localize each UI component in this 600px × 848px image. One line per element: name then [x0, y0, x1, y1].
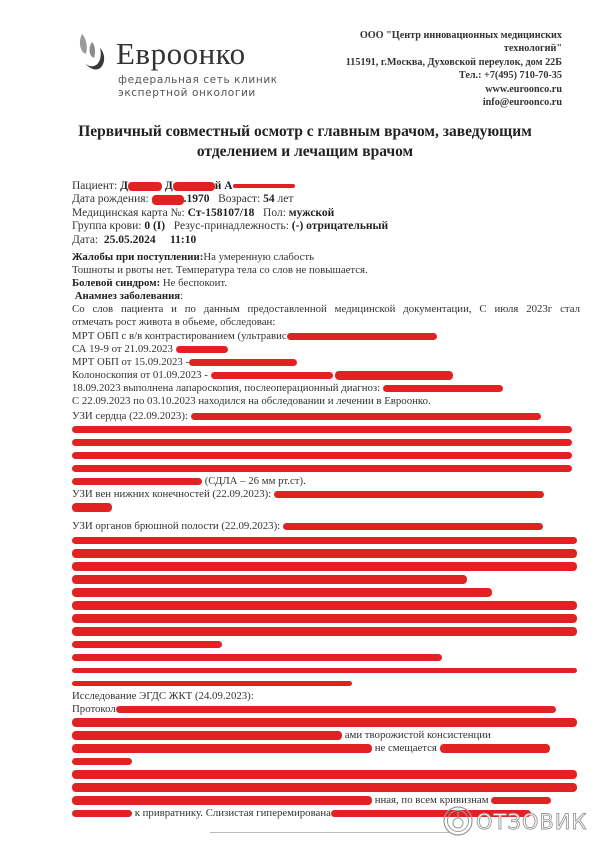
ca199-row	[72, 343, 580, 356]
rh-value: (-) отрицательный	[291, 220, 389, 233]
redaction	[72, 627, 577, 636]
clinic-subtitle	[118, 74, 278, 100]
org-name-line2: технологий"	[503, 43, 562, 55]
redaction	[72, 537, 577, 544]
age-label: Возраст:	[218, 193, 261, 206]
redaction	[72, 758, 132, 765]
clinic-name: Евроонко	[116, 36, 246, 71]
redaction	[173, 182, 215, 191]
document-title	[60, 122, 550, 162]
redacted-line	[72, 768, 580, 781]
redaction	[72, 783, 577, 792]
echo-label: УЗИ сердца (22.09.2023):	[72, 410, 188, 423]
redaction	[72, 562, 577, 571]
watermark-underline	[210, 832, 450, 833]
redaction	[128, 182, 162, 191]
abdomen-redacted-line	[72, 560, 580, 573]
patient-info	[72, 180, 388, 247]
dob-label: Дата рождения:	[72, 193, 149, 206]
redaction	[383, 385, 503, 392]
laparoscopy-row	[72, 382, 580, 395]
card-value: Ст-158107/18	[187, 206, 255, 219]
redaction	[72, 478, 202, 485]
redacted-line	[72, 716, 580, 729]
redacted-line	[72, 755, 580, 768]
mri-contrast-row	[72, 330, 580, 343]
free-fluid-row	[72, 586, 580, 599]
redaction	[72, 654, 442, 661]
redaction	[72, 503, 112, 512]
echo-row	[72, 410, 580, 423]
echo-redacted-line	[72, 449, 580, 462]
redaction	[72, 452, 572, 459]
redaction	[72, 641, 222, 648]
redaction	[211, 372, 333, 379]
redaction	[440, 744, 550, 753]
redaction	[233, 184, 295, 188]
redaction	[72, 601, 577, 610]
card-label: Медицинская карта №:	[72, 206, 185, 219]
redacted-line	[72, 625, 580, 638]
anamnesis-text-line2: отмечать рост живота в обьеме, обследован:	[72, 316, 276, 329]
anamnesis-colon: :	[180, 290, 184, 303]
date-label: Дата:	[72, 233, 99, 246]
egd-label: Исследование ЭГДС ЖКТ (24.09.2023):	[72, 689, 254, 702]
redaction	[72, 588, 492, 597]
complaints-label: Жалобы при поступлении:	[72, 251, 204, 263]
dob-row: Дата рождения: .1970 Возраст: 54 лет	[72, 193, 294, 206]
visible-fragment: нная, по всем кривизнам	[374, 793, 489, 806]
sex-label: Пол:	[263, 206, 286, 219]
title-line2: отделением и лечащим врачом	[196, 143, 414, 160]
redaction	[72, 718, 577, 727]
blood-value: 0 (I)	[144, 220, 166, 233]
redaction	[72, 770, 577, 779]
redaction	[283, 523, 543, 530]
svg-text:ОТЗОВИК: ОТЗОВИК	[476, 810, 588, 834]
card-row	[72, 207, 388, 220]
time-value: 11:10	[170, 233, 197, 246]
colonoscopy-text: Колоноскопия от 01.09.2023 -	[72, 368, 208, 381]
redaction	[72, 465, 572, 472]
org-address: 115191, г.Москва, Духовской переулок, дом 22Б	[345, 56, 562, 68]
complaints-value: На умеренную слабость	[203, 251, 314, 263]
redacted-line	[72, 599, 580, 612]
redaction	[152, 195, 184, 205]
echo-redacted-line	[72, 423, 580, 436]
org-website: www.euroonco.ru	[485, 83, 562, 95]
mri-contrast-text: МРТ ОБП с в/в контрастированием (ультравис	[72, 329, 287, 342]
visible-fragment: к привратнику. Слизистая гиперемирована	[134, 806, 331, 819]
redaction	[116, 706, 556, 713]
anamnesis-heading	[72, 290, 580, 303]
patient-row: Пациент: Д Д й А	[72, 180, 388, 193]
pain-row	[72, 277, 580, 290]
egd-row	[72, 690, 580, 703]
echo-redacted-line	[72, 462, 580, 475]
anamnesis-text-line1: Со слов пациента и по данным предоставленной медицинской документации, С июля 2023г стал	[72, 303, 580, 316]
euroonko-leaf-icon	[76, 30, 116, 78]
otzovik-logo-icon	[442, 805, 592, 837]
veins-row	[72, 488, 580, 501]
abdomen-redacted-line	[72, 547, 580, 560]
date-row	[72, 234, 388, 247]
redaction	[72, 439, 572, 446]
complaints-details: Тошноты и рвоты нет. Температура тела со слов не повышается.	[72, 264, 368, 277]
redaction	[72, 731, 342, 740]
veins-label: УЗИ вен нижних конечностей (22.09.2023):	[72, 488, 272, 501]
title-line1: Первичный совместный осмотр с главным врачом, заведующим	[78, 123, 532, 140]
complaints-row	[72, 251, 580, 264]
redaction	[72, 549, 577, 558]
age-unit: лет	[277, 193, 294, 206]
redacted-line	[72, 677, 580, 690]
visible-fragment: ами творожистой консистенции	[344, 728, 491, 741]
ca199-text: СА 19-9 от 21.09.2023	[72, 342, 173, 355]
mri-1509-text: МРТ ОБП от 15.09.2023 -	[72, 355, 190, 368]
redaction	[72, 796, 372, 805]
rh-label: Резус-принадлежность:	[173, 220, 289, 233]
redacted-line	[72, 612, 580, 625]
anamnesis-label: Анамнез заболевания	[74, 290, 181, 303]
abdomen-label: УЗИ органов брюшной полости (22.09.2023):	[72, 520, 281, 533]
laparoscopy-text: 18.09.2023 выполнена лапароскопия, послеоперационный диагноз:	[72, 381, 381, 394]
redacted-line	[72, 651, 580, 664]
redaction	[176, 346, 228, 353]
echo-tail-row	[72, 475, 580, 488]
redaction	[191, 413, 541, 420]
redaction	[72, 668, 577, 673]
visible-fragment: не смещается	[374, 741, 437, 754]
abdomen-row	[72, 520, 580, 533]
fragment-row	[72, 729, 580, 742]
sex-value: мужской	[288, 206, 335, 219]
org-email: info@euroonco.ru	[482, 97, 562, 109]
redaction	[72, 575, 467, 584]
hospital-stay-text: С 22.09.2023 по 03.10.2023 находился на обследовании и лечении в Евроонко.	[72, 395, 431, 408]
org-name-line1: ООО "Центр инновационных медицинских	[359, 30, 562, 41]
colonoscopy-row	[72, 369, 580, 382]
protocol-row	[72, 703, 580, 716]
organization-info	[262, 29, 562, 109]
blood-row	[72, 220, 388, 233]
pleural-row	[72, 664, 580, 677]
echo-tail-text: (СДЛА – 26 мм рт.ст).	[204, 475, 306, 488]
redaction	[491, 797, 551, 804]
redaction	[72, 426, 572, 433]
mri-1509-row	[72, 356, 580, 369]
redacted-line	[72, 781, 580, 794]
redaction	[287, 333, 437, 340]
protocol-label: Протокол	[72, 702, 116, 715]
redaction	[274, 491, 544, 498]
abdomen-redacted-line	[72, 573, 580, 586]
clinic-subtitle-line1: федеральная сеть клиник	[118, 74, 278, 86]
blood-label: Группа крови:	[72, 220, 142, 233]
org-phone: Тел.: +7(495) 710-70-35	[458, 70, 562, 82]
pain-label: Болевой синдром:	[72, 277, 161, 290]
structures-row	[72, 638, 580, 651]
veins-redacted-line	[72, 501, 580, 514]
fragment-row	[72, 742, 580, 755]
patient-label: Пациент:	[72, 180, 118, 192]
redaction	[72, 681, 352, 686]
redaction	[72, 810, 132, 817]
redaction	[72, 614, 577, 623]
clinic-subtitle-line2: экспертной онкологии	[118, 87, 256, 99]
redaction	[72, 744, 372, 753]
redaction	[189, 359, 297, 366]
age-value: 54	[263, 193, 275, 206]
pain-value: Не беспокоит.	[162, 277, 228, 290]
redaction	[335, 371, 453, 380]
echo-redacted-line	[72, 436, 580, 449]
abdomen-redacted-line	[72, 534, 580, 547]
date-value: 25.05.2024	[103, 233, 156, 246]
document-body	[72, 251, 580, 820]
